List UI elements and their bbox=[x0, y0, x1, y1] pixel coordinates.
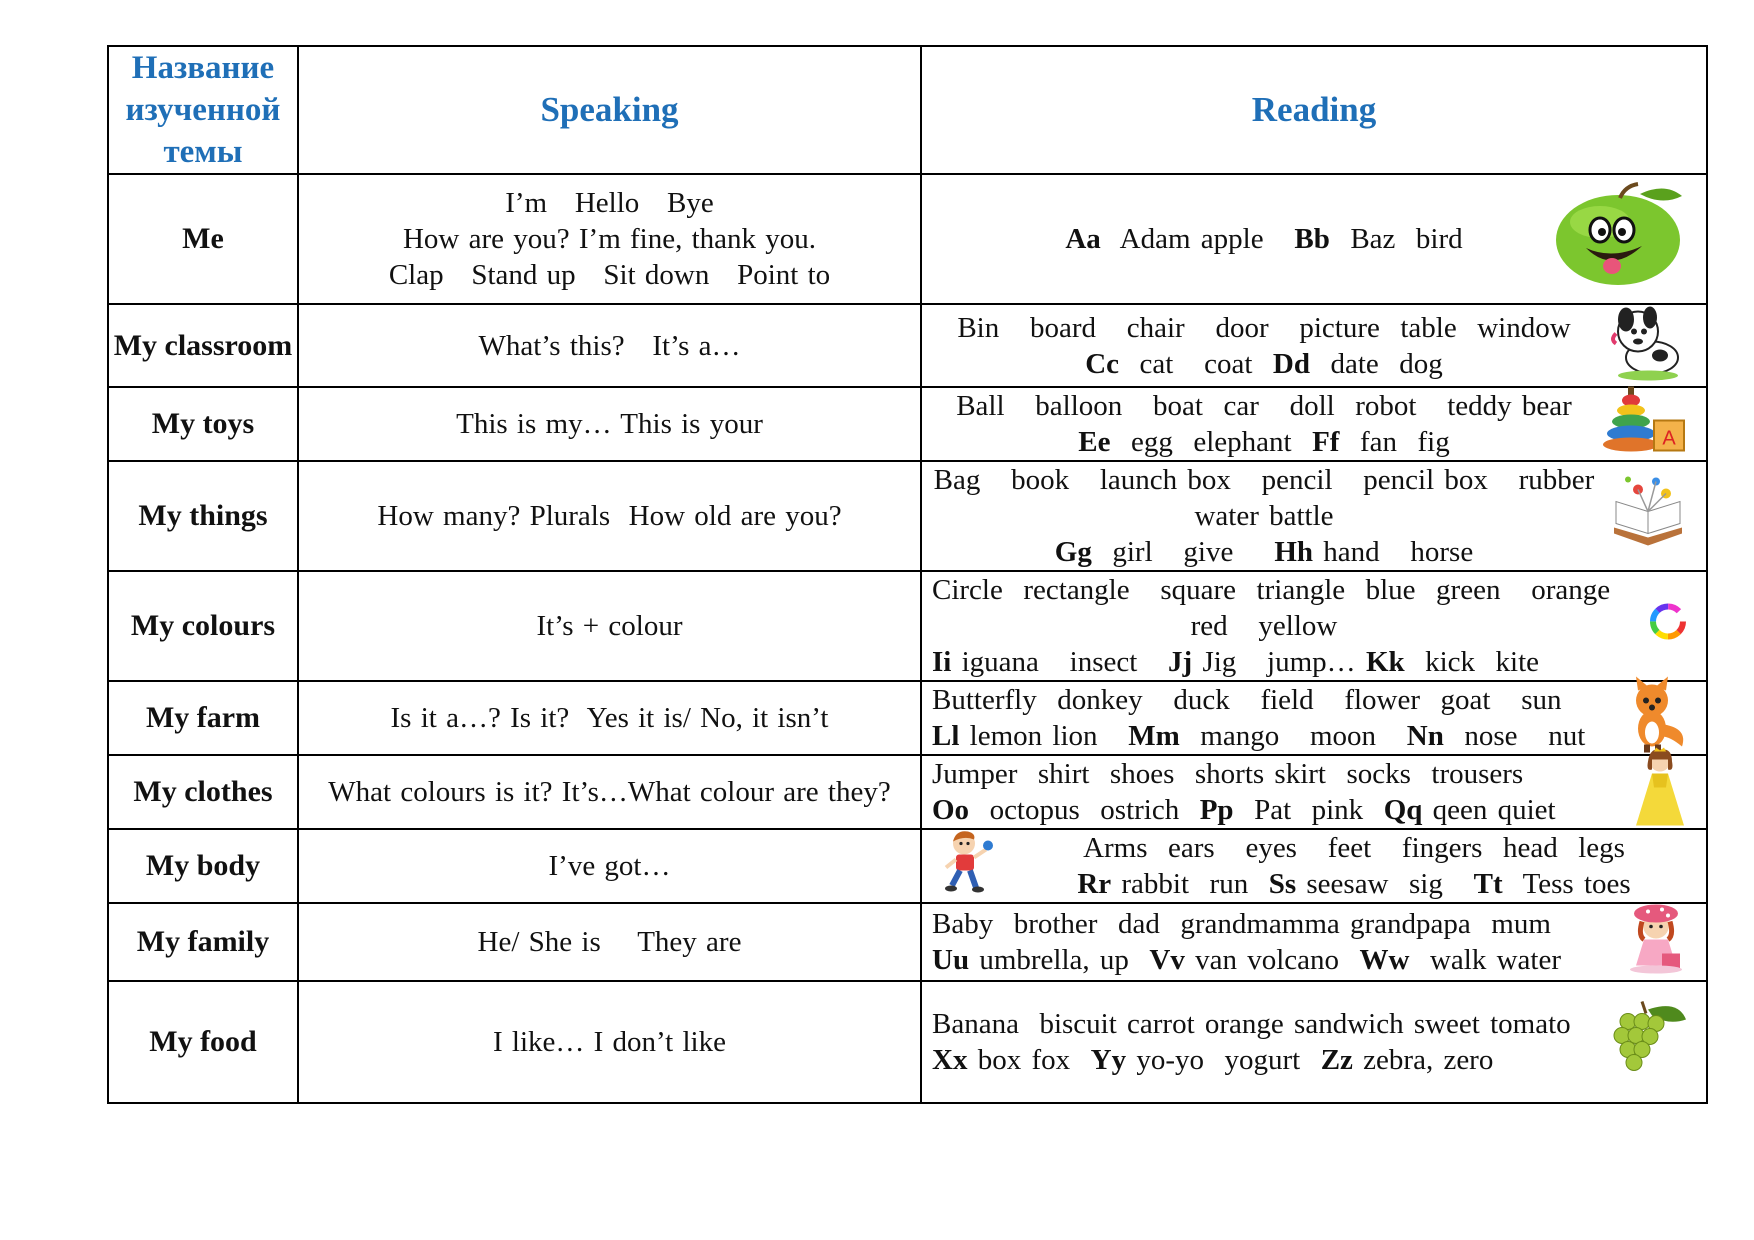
speaking-line: How many? Plurals How old are you? bbox=[377, 500, 842, 532]
reading-cell bbox=[921, 755, 1707, 829]
topic-cell: Me bbox=[108, 174, 298, 304]
topic-cell: My colours bbox=[108, 571, 298, 681]
word-list: qeen quiet bbox=[1422, 794, 1556, 826]
word-list: egg elephant bbox=[1110, 426, 1313, 458]
word-list: Adam apple bbox=[1100, 223, 1295, 255]
speaking-line: It’s + colour bbox=[536, 610, 683, 642]
reading-cell bbox=[921, 571, 1707, 681]
letter-pair: Ww bbox=[1359, 944, 1410, 976]
table-row bbox=[108, 174, 1707, 304]
reading-cell bbox=[921, 903, 1707, 981]
reading-line bbox=[932, 388, 1596, 424]
syllabus-table bbox=[107, 45, 1708, 1104]
letter-pair: Xx bbox=[932, 1044, 968, 1076]
letter-pair: Rr bbox=[1077, 868, 1112, 900]
table-row bbox=[108, 461, 1707, 571]
reading-line bbox=[932, 310, 1596, 346]
topic-cell: My classroom bbox=[108, 304, 298, 387]
word-list: iguana insect bbox=[951, 646, 1169, 678]
topic-header: Название изученной темы bbox=[108, 46, 298, 174]
table-row bbox=[108, 981, 1707, 1103]
letter-pair: Pp bbox=[1199, 794, 1234, 826]
girl-icon bbox=[1624, 902, 1688, 983]
reading-line bbox=[932, 718, 1596, 754]
word-list: Arms ears eyes feet fingers head legs bbox=[1083, 832, 1625, 864]
word-list: Jig jump… bbox=[1192, 646, 1366, 678]
reading-cell bbox=[921, 681, 1707, 755]
header-row bbox=[108, 46, 1707, 174]
open-book-icon bbox=[1608, 472, 1688, 561]
letter-pair: Yy bbox=[1090, 1044, 1127, 1076]
reading-line bbox=[932, 906, 1596, 942]
speaking-line: He/ She is They are bbox=[477, 926, 742, 958]
speaking-line: This is my… This is your bbox=[456, 408, 763, 440]
speaking-cell bbox=[298, 304, 921, 387]
word-list: lemon lion bbox=[959, 720, 1129, 752]
speaking-cell bbox=[298, 981, 921, 1103]
speaking-line: What’s this? It’s a… bbox=[478, 329, 741, 362]
reading-line bbox=[932, 608, 1596, 644]
speaking-line: I like… I don’t like bbox=[493, 1026, 726, 1058]
svg-text:A: A bbox=[1662, 427, 1676, 450]
letter-pair: Qq bbox=[1383, 794, 1423, 826]
letter-pair: Ss bbox=[1268, 868, 1297, 900]
word-list: red yellow bbox=[1190, 610, 1338, 642]
word-list: walk water bbox=[1409, 944, 1562, 976]
word-list: Butterfly donkey duck field flower goat sun bbox=[932, 684, 1562, 716]
word-list: octopus ostrich bbox=[969, 794, 1200, 826]
word-list: mango moon bbox=[1179, 720, 1407, 752]
reading-cell bbox=[921, 387, 1707, 461]
grapes-icon bbox=[1608, 1000, 1688, 1085]
reading-line bbox=[1022, 866, 1686, 902]
speaking-cell bbox=[298, 829, 921, 903]
topic-cell: My body bbox=[108, 829, 298, 903]
reading-cell bbox=[921, 304, 1707, 387]
word-list: zebra, zero bbox=[1352, 1044, 1494, 1076]
reading-cell bbox=[921, 174, 1707, 304]
letter-pair: Bb bbox=[1294, 223, 1330, 255]
table-row bbox=[108, 571, 1707, 681]
reading-line bbox=[932, 1042, 1596, 1078]
letter-pair: Hh bbox=[1274, 536, 1313, 568]
word-list: van volcano bbox=[1184, 944, 1360, 976]
table-row bbox=[108, 829, 1707, 903]
letter-pair: Nn bbox=[1406, 720, 1444, 752]
letter-pair: Kk bbox=[1365, 646, 1405, 678]
topic-cell: My family bbox=[108, 903, 298, 981]
word-list: Ball balloon boat car doll robot teddy bear bbox=[956, 390, 1572, 422]
speaking-cell bbox=[298, 461, 921, 571]
reading-cell bbox=[921, 829, 1707, 903]
running-boy-icon bbox=[942, 830, 994, 903]
reading-line bbox=[932, 792, 1596, 828]
word-list: Jumper shirt shoes shorts skirt socks trousers bbox=[932, 758, 1524, 790]
word-list: fan fig bbox=[1339, 426, 1450, 458]
word-list: yo-yo yogurt bbox=[1126, 1044, 1321, 1076]
letter-pair: Gg bbox=[1054, 536, 1092, 568]
reading-line bbox=[932, 498, 1596, 534]
word-list: kick kite bbox=[1404, 646, 1540, 678]
word-list: Baz bird bbox=[1329, 223, 1463, 255]
speaking-line: Is it a…? Is it? Yes it is/ No, it isn’t bbox=[390, 702, 829, 734]
word-list: Banana biscuit carrot orange sandwich sweet tomato bbox=[932, 1008, 1571, 1040]
letter-pair: Ii bbox=[932, 646, 952, 678]
table-row bbox=[108, 304, 1707, 387]
topic-cell: My clothes bbox=[108, 755, 298, 829]
letter-pair: Aa bbox=[1065, 223, 1101, 255]
word-list: Baby brother dad grandmamma grandpapa mum bbox=[932, 908, 1551, 940]
word-list: Bag book launch box pencil pencil box rubber bbox=[933, 464, 1595, 496]
letter-pair: Oo bbox=[932, 794, 970, 826]
reading-line bbox=[932, 644, 1596, 680]
word-list: box fox bbox=[967, 1044, 1091, 1076]
letter-pair: Zz bbox=[1320, 1044, 1353, 1076]
speaking-cell bbox=[298, 387, 921, 461]
table-row bbox=[108, 755, 1707, 829]
word-list: girl give bbox=[1091, 536, 1275, 568]
topic-cell: My farm bbox=[108, 681, 298, 755]
speaking-line: What colours is it? It’s…What colour are they? bbox=[328, 776, 891, 808]
word-list: hand horse bbox=[1313, 536, 1474, 568]
reading-line bbox=[932, 462, 1596, 498]
letter-pair: Uu bbox=[932, 944, 970, 976]
speaking-cell bbox=[298, 903, 921, 981]
color-wheel-icon bbox=[1648, 602, 1688, 651]
reading-line bbox=[932, 1006, 1596, 1042]
speaking-cell bbox=[298, 174, 921, 304]
word-list: Bin board chair door picture table window bbox=[957, 311, 1571, 344]
table-row bbox=[108, 387, 1707, 461]
reading-line bbox=[932, 682, 1596, 718]
letter-pair: Vv bbox=[1149, 944, 1185, 976]
speaking-line: How are you? I’m fine, thank you. bbox=[402, 223, 817, 255]
toy-pyramid-icon bbox=[1602, 385, 1688, 464]
word-list: water battle bbox=[1194, 500, 1334, 532]
word-list: Circle rectangle square triangle blue green orange bbox=[932, 574, 1611, 606]
word-list: rabbit run bbox=[1111, 868, 1269, 900]
reading-line bbox=[932, 424, 1596, 460]
speaking-header: Speaking bbox=[298, 46, 921, 174]
reading-line bbox=[932, 756, 1596, 792]
speaking-line: I’m Hello Bye bbox=[505, 187, 714, 219]
reading-header: Reading bbox=[921, 46, 1707, 174]
letter-pair: Jj bbox=[1168, 646, 1193, 678]
reading-line bbox=[1022, 830, 1686, 866]
letter-pair: Mm bbox=[1128, 720, 1180, 752]
letter-pair: Ff bbox=[1312, 426, 1340, 458]
speaking-cell bbox=[298, 755, 921, 829]
topic-cell: My things bbox=[108, 461, 298, 571]
speaking-cell bbox=[298, 681, 921, 755]
word-list: umbrella, up bbox=[969, 944, 1150, 976]
word-list: date dog bbox=[1309, 347, 1443, 380]
speaking-cell bbox=[298, 571, 921, 681]
reading-cell bbox=[921, 981, 1707, 1103]
letter-pair: Dd bbox=[1272, 347, 1310, 380]
topic-cell: My food bbox=[108, 981, 298, 1103]
reading-line bbox=[932, 942, 1596, 978]
speaking-line: Clap Stand up Sit down Point to bbox=[388, 259, 831, 291]
table-row bbox=[108, 903, 1707, 981]
green-apple-icon bbox=[1550, 182, 1688, 296]
letter-pair: Ee bbox=[1078, 426, 1111, 458]
word-list: nose nut bbox=[1443, 720, 1586, 752]
table-row bbox=[108, 681, 1707, 755]
reading-line bbox=[932, 572, 1611, 608]
reading-cell bbox=[921, 461, 1707, 571]
princess-icon bbox=[1632, 748, 1688, 837]
reading-line bbox=[932, 534, 1596, 570]
letter-pair: Tt bbox=[1473, 868, 1503, 900]
puppy-icon bbox=[1608, 301, 1688, 390]
speaking-line: I’ve got… bbox=[548, 850, 671, 882]
word-list: Pat pink bbox=[1233, 794, 1384, 826]
reading-line bbox=[932, 346, 1596, 382]
letter-pair: Ll bbox=[932, 720, 960, 752]
table-body bbox=[108, 174, 1707, 1103]
topic-cell: My toys bbox=[108, 387, 298, 461]
word-list: seesaw sig bbox=[1296, 868, 1474, 900]
word-list: Tess toes bbox=[1502, 868, 1631, 900]
letter-pair: Cc bbox=[1085, 347, 1120, 380]
reading-line bbox=[932, 221, 1596, 257]
word-list: cat coat bbox=[1119, 347, 1273, 380]
